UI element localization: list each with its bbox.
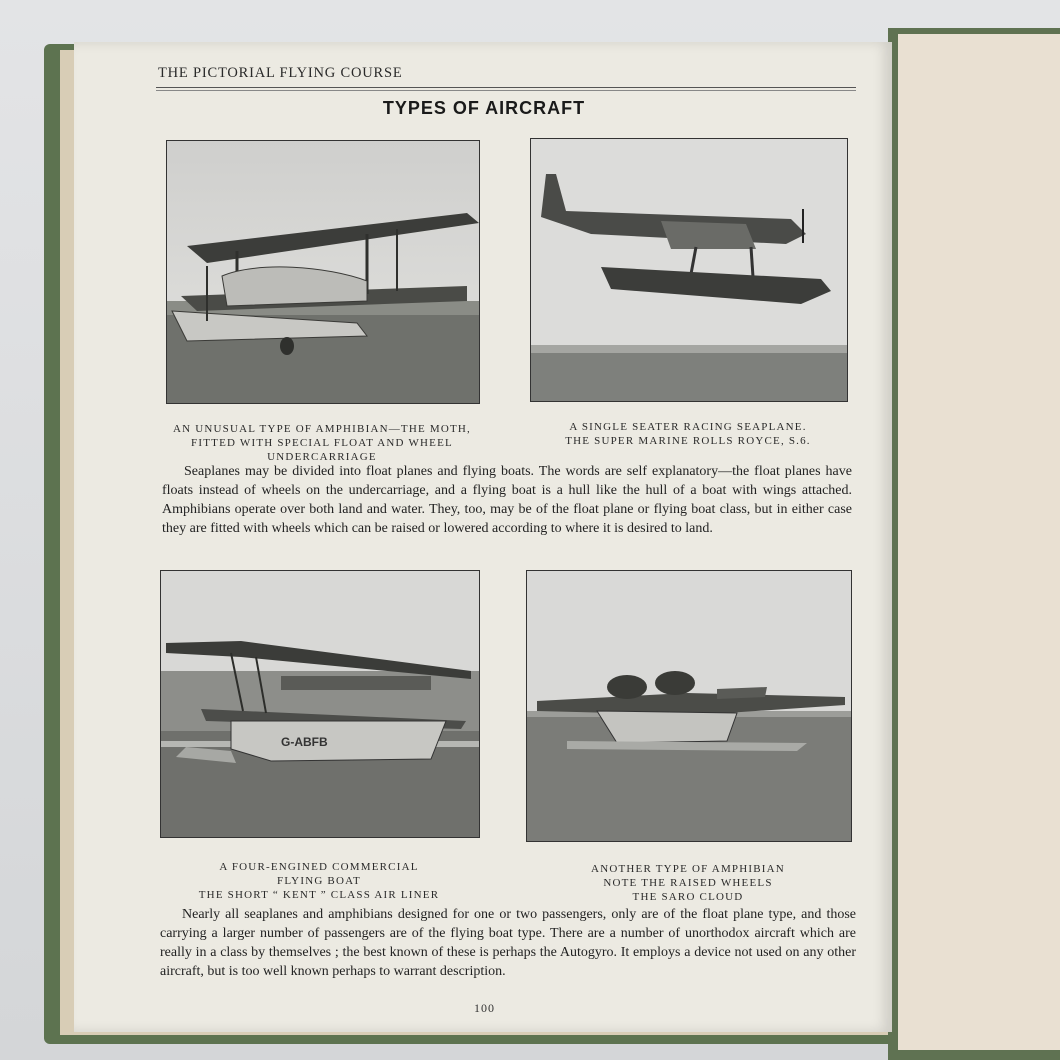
caption-line: FITTED WITH SPECIAL FLOAT AND WHEEL [191,437,453,449]
caption-line: A SINGLE SEATER RACING SEAPLANE. [569,421,807,433]
caption-line: AN UNUSUAL TYPE OF AMPHIBIAN—THE MOTH, [173,423,471,435]
right-page-blank [898,34,1060,1050]
caption-saro-cloud [526,862,850,904]
paragraph-passengers [160,905,856,981]
photo-supermarine-s6 [530,138,848,402]
caption-line: THE SARO CLOUD [632,891,744,903]
photo-saro-cloud [526,570,852,842]
caption-line: THE SHORT “ KENT ” CLASS AIR LINER [198,889,440,901]
caption-short-kent [160,860,478,902]
caption-line: UNDERCARRIAGE [267,451,377,463]
running-head: THE PICTORIAL FLYING COURSE [158,65,403,81]
header-rule-lower [156,90,856,91]
caption-line: THE SUPER MARINE ROLLS ROYCE, S.6. [565,435,811,447]
book-page [74,42,892,1032]
paragraph-text: Seaplanes may be divided into float planes and flying boats. The words are self explanatory—the float planes have floats instead of wheels on the undercarriage, and a flying boat is a hull like the hull of a boat with wings attached. Amphibians operate over both land and water. They, too, may be of the float plane or flying boat class, but in either case they are fitted with wheels which can be raised or lowered according to where it is desired to land. [162,464,852,536]
photo-short-kent [160,570,480,838]
kent-registration-text: G-ABFB [281,735,328,749]
caption-line: NOTE THE RAISED WHEELS [603,877,773,889]
photo-moth-amphibian [166,140,480,404]
caption-line: FLYING BOAT [277,875,361,887]
caption-line: A FOUR-ENGINED COMMERCIAL [219,861,419,873]
caption-supermarine-s6 [530,420,846,448]
paragraph-seaplanes [162,462,852,538]
page-title: TYPES OF AIRCRAFT [382,98,586,118]
caption-line: ANOTHER TYPE OF AMPHIBIAN [591,863,785,875]
header-rule [156,87,856,88]
page-number: 100 [474,1001,495,1015]
caption-moth-amphibian [166,422,478,464]
paragraph-text: Nearly all seaplanes and amphibians designed for one or two passengers, only are of the float plane type, and those carrying a larger number of passengers are of the flying boat type. There are a number of unorthodox aircraft which are really in a class by themselves ; the best known of these is perhaps the Autogyro. It employs a device not used on any other aircraft, but is too well known perhaps to warrant description. [160,907,856,979]
